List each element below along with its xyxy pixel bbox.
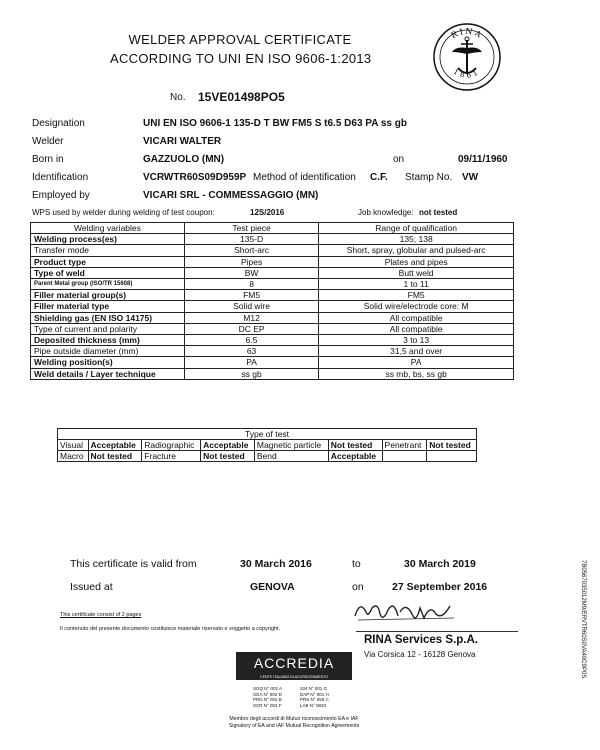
designation-label: Designation: [32, 118, 85, 129]
range-cell: All compatible: [319, 323, 514, 334]
issued-at-label: Issued at: [70, 581, 113, 593]
range-cell: All compatible: [319, 312, 514, 323]
variable-cell: Type of weld: [31, 267, 185, 278]
range-cell: Plates and pipes: [319, 256, 514, 267]
variable-cell: Filler material group(s): [31, 290, 185, 301]
number-label: No.: [170, 92, 186, 103]
fracture-result: Not tested: [201, 451, 255, 462]
employed-label: Employed by: [32, 190, 90, 201]
type-of-test-table: [57, 428, 477, 462]
certificate-subtitle: ACCORDING TO UNI EN ISO 9606-1:2013: [110, 51, 372, 66]
variable-cell: Pipe outside diameter (mm): [31, 346, 185, 357]
certificate-title: WELDER APPROVAL CERTIFICATE: [128, 32, 352, 47]
range-cell: 31,5 and over: [319, 346, 514, 357]
identification-label: Identification: [32, 172, 89, 183]
test-cell: 63: [184, 346, 318, 357]
header-welding-variables: Welding variables: [31, 223, 185, 234]
variable-cell: Parent Metal group (ISO/TR 15608): [31, 279, 185, 290]
test-row-1: [58, 440, 477, 451]
penetrant-result: Not tested: [427, 440, 477, 451]
empty-cell: [382, 451, 427, 462]
mla-english: Signatory of EA and IAF Mutual Recognition Agreements: [228, 723, 360, 729]
test-cell: ss gb: [184, 368, 318, 379]
accreditation-codes-col1: SGQ N° 002 A SGA N° 002 D PRD N° 002 B SCR N° 003 F: [253, 686, 283, 708]
magnetic-label: Magnetic particle: [254, 440, 328, 451]
range-cell: Short, spray, globular and pulsed-arc: [319, 245, 514, 256]
stamp-value: VW: [462, 172, 479, 183]
visual-result: Acceptable: [88, 440, 142, 451]
valid-to-date: 30 March 2019: [404, 558, 476, 570]
method-label: Method of identification: [253, 172, 356, 183]
wps-label: WPS used by welder during welding of test coupon:: [32, 208, 215, 217]
test-cell: M12: [184, 312, 318, 323]
test-row-2: [58, 451, 477, 462]
test-cell: DC EP: [184, 323, 318, 334]
bend-result: Acceptable: [328, 451, 382, 462]
pages-note: This certificate consist of 2 pages: [60, 612, 142, 618]
variable-cell: Welding position(s): [31, 357, 185, 368]
table-row: [31, 301, 514, 312]
company-address: Via Corsica 12 - 16128 Genova: [364, 650, 476, 659]
job-knowledge-value: not tested: [419, 208, 458, 217]
range-cell: FM5: [319, 290, 514, 301]
born-label: Born in: [32, 154, 64, 165]
macro-result: Not tested: [88, 451, 142, 462]
fracture-label: Fracture: [142, 451, 201, 462]
accreditation-codes-col2: SSI N° 001 G DAP N° 001 H PRS N° 055 C LAB N° 0832: [300, 686, 329, 708]
rina-seal-logo: [432, 22, 502, 92]
welder-value: VICARI WALTER: [143, 136, 222, 147]
born-on-label: on: [393, 154, 405, 165]
designation-value: UNI EN ISO 9606-1 135-D T BW FM5 S t6.5 D63 PA ss gb: [143, 118, 407, 129]
welder-label: Welder: [32, 136, 64, 147]
stamp-label: Stamp No.: [405, 172, 453, 183]
table-header-row: [31, 223, 514, 234]
penetrant-label: Penetrant: [382, 440, 427, 451]
company-name: RINA Services S.p.A.: [364, 634, 478, 646]
variable-cell: Shielding gas (EN ISO 14175): [31, 312, 185, 323]
bend-label: Bend: [254, 451, 328, 462]
issued-on-label: on: [352, 581, 364, 593]
table-row: [31, 267, 514, 278]
type-of-test-header: Type of test: [58, 429, 477, 440]
test-cell: FM5: [184, 290, 318, 301]
side-document-code: 7B0567035012M9/ERVTR60S0VA40C9P0S: [580, 560, 586, 679]
issued-place: GENOVA: [250, 581, 295, 593]
wps-value: 12S/2016: [250, 208, 285, 217]
variable-cell: Product type: [31, 256, 185, 267]
table-row: [31, 256, 514, 267]
table-row: [31, 245, 514, 256]
range-cell: Butt weld: [319, 267, 514, 278]
accredia-logo: [236, 652, 352, 680]
svg-text:1861: 1861: [452, 67, 482, 80]
radiographic-label: Radiographic: [142, 440, 201, 451]
variable-cell: Welding process(es): [31, 234, 185, 245]
range-cell: 135; 138: [319, 234, 514, 245]
header-range: Range of qualification: [319, 223, 514, 234]
table-row: [31, 279, 514, 290]
variable-cell: Type of current and polarity: [31, 323, 185, 334]
range-cell: 1 to 11: [319, 279, 514, 290]
certificate-number: 15VE01498PO5: [198, 90, 285, 104]
accredia-subtitle: L'ENTE ITALIANO DI ACCREDITAMENTO: [259, 675, 329, 679]
test-cell: BW: [184, 267, 318, 278]
signature-line: [356, 631, 518, 632]
valid-to-label: to: [352, 558, 361, 570]
issued-date: 27 September 2016: [392, 581, 488, 593]
employed-value: VICARI SRL - COMMESSAGGIO (MN): [143, 190, 319, 201]
identification-value: VCRWTR60S09D959P: [143, 172, 247, 183]
table-row: [31, 346, 514, 357]
table-row: [31, 335, 514, 346]
born-place: GAZZUOLO (MN): [143, 154, 225, 165]
table-row: [31, 290, 514, 301]
macro-label: Macro: [58, 451, 89, 462]
visual-label: Visual: [58, 440, 89, 451]
test-cell: Pipes: [184, 256, 318, 267]
valid-from-label: This certificate is valid from: [70, 558, 197, 570]
welding-variables-table: [30, 222, 514, 380]
test-header-row: [58, 429, 477, 440]
variable-cell: Filler material type: [31, 301, 185, 312]
test-cell: Short-arc: [184, 245, 318, 256]
variable-cell: Weld details / Layer technique: [31, 368, 185, 379]
test-cell: 6.5: [184, 335, 318, 346]
header-test-piece: Test piece: [184, 223, 318, 234]
variable-cell: Deposited thickness (mm): [31, 335, 185, 346]
valid-from-date: 30 March 2016: [240, 558, 312, 570]
range-cell: PA: [319, 357, 514, 368]
table-row: [31, 368, 514, 379]
table-row: [31, 234, 514, 245]
test-cell: 135-D: [184, 234, 318, 245]
radiographic-result: Acceptable: [201, 440, 255, 451]
empty-cell: [427, 451, 477, 462]
table-row: [31, 323, 514, 334]
confidential-note: Il contenuto del presente documento costituisce materiale riservato e soggetto a copyright.: [60, 626, 281, 632]
range-cell: Solid wire/electrode core: M: [319, 301, 514, 312]
table-row: [31, 312, 514, 323]
svg-text:RINA: RINA: [449, 26, 485, 41]
test-cell: Solid wire: [184, 301, 318, 312]
job-knowledge-label: Job knowledge:: [358, 208, 414, 217]
born-date: 09/11/1960: [458, 154, 508, 165]
test-cell: PA: [184, 357, 318, 368]
range-cell: ss mb, bs, ss gb: [319, 368, 514, 379]
table-row: [31, 357, 514, 368]
magnetic-result: Not tested: [328, 440, 382, 451]
accredia-wordmark: ACCREDIA: [253, 655, 335, 671]
test-cell: 8: [184, 279, 318, 290]
method-value: C.F.: [370, 172, 388, 183]
signature-image: [350, 598, 460, 626]
variable-cell: Transfer mode: [31, 245, 185, 256]
range-cell: 3 to 13: [319, 335, 514, 346]
mla-italian: Membro degli accordi di Mutuo riconoscimento EA e IAF: [229, 716, 359, 722]
